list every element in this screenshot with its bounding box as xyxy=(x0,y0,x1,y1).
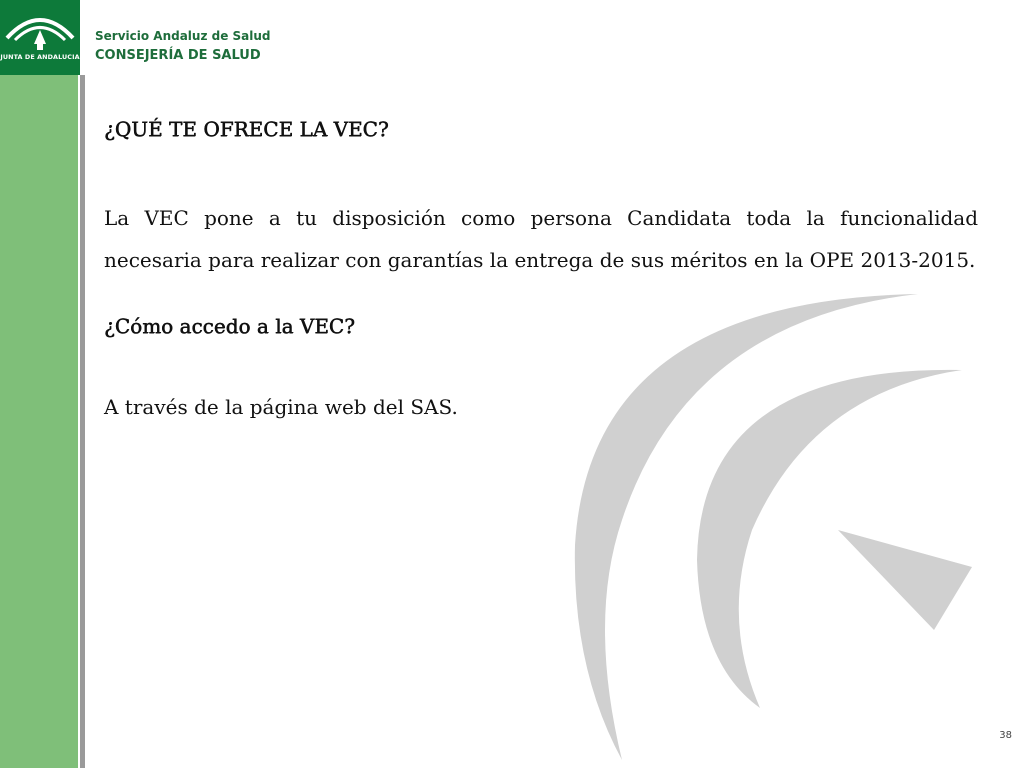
slide-content xyxy=(104,114,978,428)
heading-what-vec-offers: ¿QUÉ TE OFRECE LA VEC? xyxy=(104,117,389,141)
org-department: CONSEJERÍA DE SALUD xyxy=(95,48,261,63)
vertical-separator xyxy=(80,75,85,768)
left-green-bar xyxy=(0,75,78,768)
junta-logo xyxy=(0,0,80,75)
paragraph-access-method: A través de la página web del SAS. xyxy=(104,395,458,419)
org-name: Servicio Andaluz de Salud xyxy=(95,29,271,43)
watermark-triangle xyxy=(838,530,972,630)
heading-how-to-access: ¿Cómo accedo a la VEC? xyxy=(104,314,355,338)
junta-emblem-icon xyxy=(0,0,80,75)
page-number: 38 xyxy=(999,730,1012,741)
paragraph-vec-description: La VEC pone a tu disposición como persona Candidata toda la funcionalidad necesaria para realizar con garantías la entrega de sus méritos en la OPE 2013-2015. xyxy=(104,206,978,272)
logo-caption: JUNTA DE ANDALUCIA xyxy=(0,53,80,61)
